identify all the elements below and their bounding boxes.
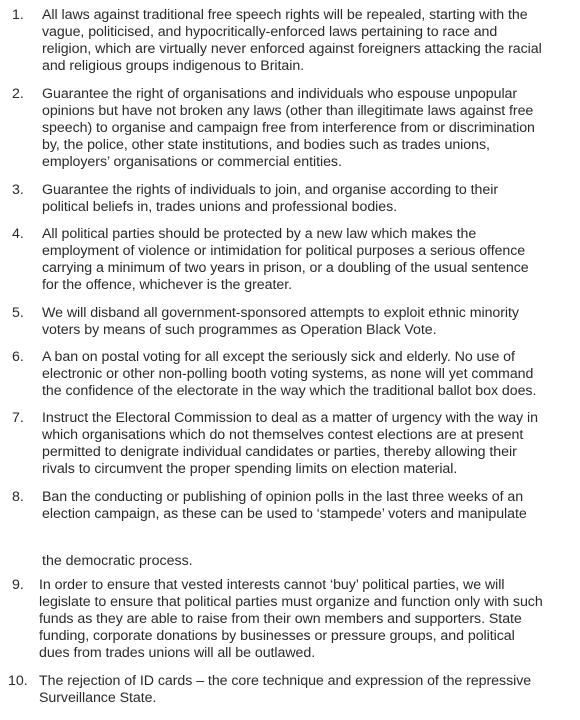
item-text: Instruct the Electoral Commission to deal as a matter of urgency with the way in which organisations which do not themselves contest elections are at present permitted to denigrate individual candidates or parties, thereby allowing their rivals to circumvent the proper spending limits on election material. [42,410,538,478]
item-number: 10. [8,673,28,689]
item-text: In order to ensure that vested interests cannot ‘buy’ political parties, we will legislate to ensure that political parties must organize and function only with such funds as they are able to raise from their own members and supporters. State funding, corporate donations by businesses or pressure groups, and political dues from trades unions will all be outlawed. [39,577,543,662]
item-text: Guarantee the rights of individuals to join, and organise according to their political beliefs in, trades unions and professional bodies. [42,182,498,216]
item-text: Guarantee the right of organisations and individuals who espouse unpopular opinions but have not broken any laws (other than illegitimate laws against free speech) to organise and campaign free from interference from or discrimination by, the police, other state institutions, and bodies such as trades unions, employers’ organisations or commercial entities. [42,86,535,171]
item-number: 6. [12,349,24,365]
item-number: 1. [12,7,24,23]
item-number: 8. [12,489,24,505]
item-text: All political parties should be protected by a new law which makes the employment of violence or intimidation for political purposes a serious offence carrying a minimum of two years in prison, or a doubling of the usual sentence for the offence, whichever is the greater. [42,226,529,294]
item-number: 4. [12,226,24,242]
item-number: 5. [12,305,24,321]
item-number: 7. [12,410,24,426]
item-text: Ban the conducting or publishing of opinion polls in the last three weeks of an election campaign, as these can be used to ‘stampede’ voters and manipulate [42,489,527,523]
item-text: We will disband all government-sponsored attempts to exploit ethnic minority voters by means of such programmes as Operation Black Vote. [42,305,519,339]
item-number: 2. [12,86,24,102]
item-number: 3. [12,182,24,198]
item-number: 9. [12,577,24,593]
item-text: All laws against traditional free speech rights will be repealed, starting with the vague, politicised, and hypocritically-enforced laws pertaining to race and religion, which are virtually never enforced against foreigners attacking the racial and religious groups indigenous to Britain. [42,7,542,75]
item-text: The rejection of ID cards – the core technique and expression of the repressive Surveillance State. [39,673,532,707]
item-text-continuation: the democratic process. [42,553,193,569]
item-text: A ban on postal voting for all except the seriously sick and elderly. No use of electronic or other non-polling booth voting systems, as none will yet command the confidence of the electorate in the way which the traditional ballot box does. [42,349,537,400]
